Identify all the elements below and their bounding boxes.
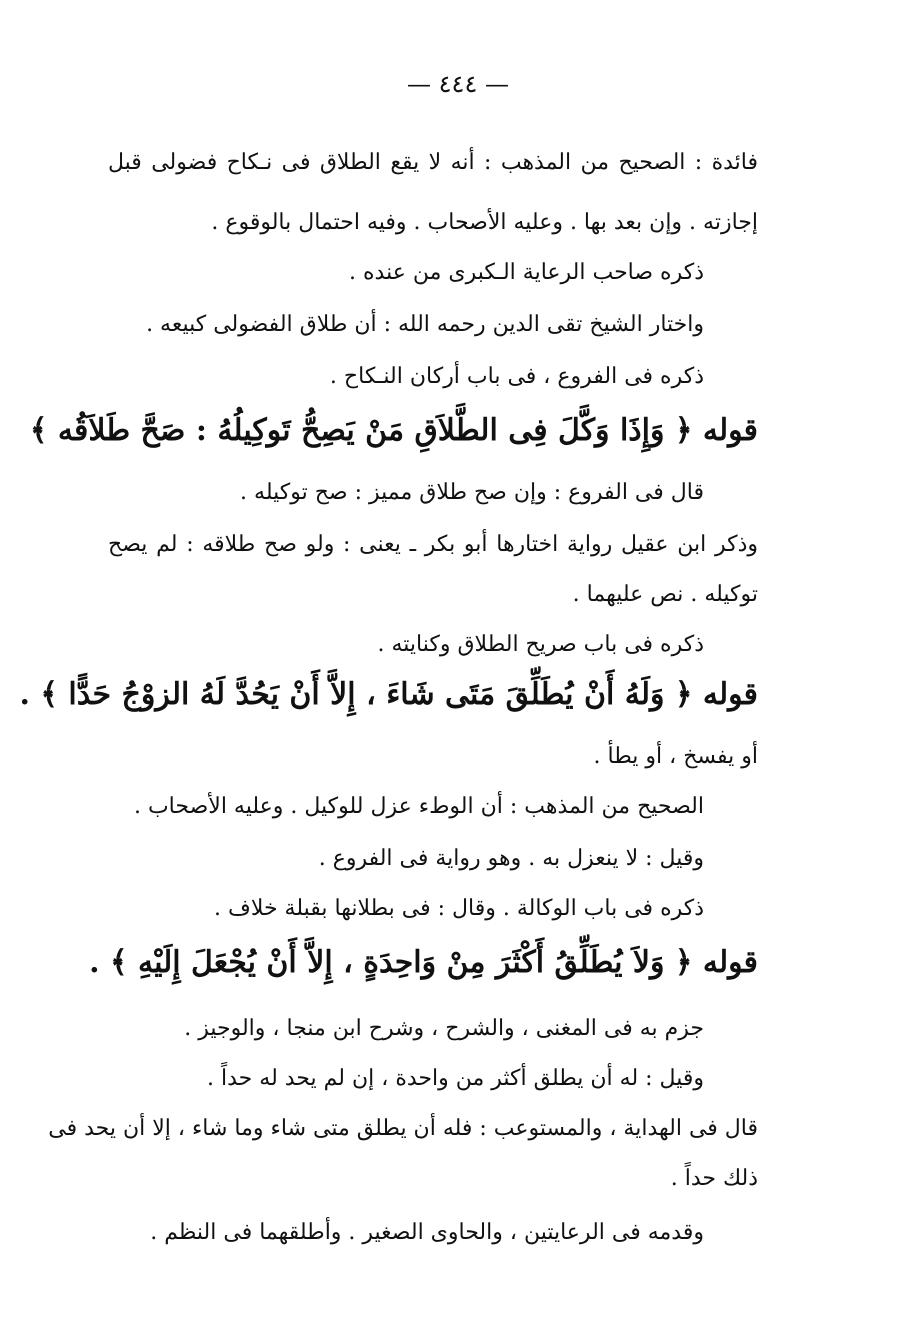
quote-line: قوله ﴿ وَإِذَا وَكَّلَ فِى الطَّلاَقِ مَنْ يَصِحُّ تَوكِيلُهُ : صَحَّ طَلاَقُه ﴾ — [29, 413, 758, 448]
text-line: الصحيح من المذهب : أن الوطء عزل للوكيل . وعليه الأصحاب . — [133, 794, 704, 819]
text-line: ذكره فى الفروع ، فى باب أركان النـكاح . — [329, 364, 704, 389]
text-line: ذلك حداً . — [670, 1166, 758, 1191]
text-line: وقدمه فى الرعايتين ، والحاوى الصغير . وأطلقهما فى النظم . — [150, 1220, 704, 1245]
text-line: واختار الشيخ تقى الدين رحمه الله : أن طلاق الفضولى كبيعه . — [146, 312, 704, 337]
text-line: وذكر ابن عقيل رواية اختارها أبو بكر ـ يعنى : ولو صح طلاقه : لم يصح — [108, 532, 758, 557]
text-line: قال فى الهداية ، والمستوعب : فله أن يطلق متى شاء وما شاء ، إلا أن يحد فى — [48, 1116, 758, 1141]
text-line: وقيل : لا ينعزل به . وهو رواية فى الفروع . — [318, 846, 704, 871]
text-line: إجازته . وإن بعد بها . وعليه الأصحاب . وفيه احتمال بالوقوع . — [211, 210, 758, 235]
text-line: قال فى الفروع : وإن صح طلاق مميز : صح توكيله . — [240, 480, 704, 505]
text-line: أو يفسخ ، أو يطأ . — [593, 744, 758, 769]
quote-line: قوله ﴿ وَلاَ يُطَلِّقُ أَكْثَرَ مِنْ وَاحِدَةٍ ، إِلاَّ أَنْ يُجْعَلَ إِلَيْهِ ﴾ . — [89, 945, 758, 980]
text-line: ذكره فى باب صريح الطلاق وكنايته . — [377, 632, 704, 657]
text-line: وقيل : له أن يطلق أكثر من واحدة ، إن لم يحد له حداً . — [207, 1066, 704, 1091]
text-line: ذكره صاحب الرعاية الـكبرى من عنده . — [349, 260, 704, 285]
text-line: توكيله . نص عليهما . — [572, 582, 758, 607]
text-line: فائدة : الصحيح من المذهب : أنه لا يقع الطلاق فى نـكاح فضولى قبل — [108, 150, 758, 175]
page-number: — ٤٤٤ — — [407, 70, 509, 98]
text-line: ذكره فى باب الوكالة . وقال : فى بطلانها بقبلة خلاف . — [214, 896, 704, 921]
text-line: جزم به فى المغنى ، والشرح ، وشرح ابن منجا ، والوجيز . — [184, 1016, 704, 1041]
quote-line: قوله ﴿ وَلَهُ أَنْ يُطَلِّقَ مَتَى شَاءَ ، إِلاَّ أَنْ يَحُدَّ لَهُ الزوْجُ حَدًّا ﴾ . — [19, 677, 758, 712]
